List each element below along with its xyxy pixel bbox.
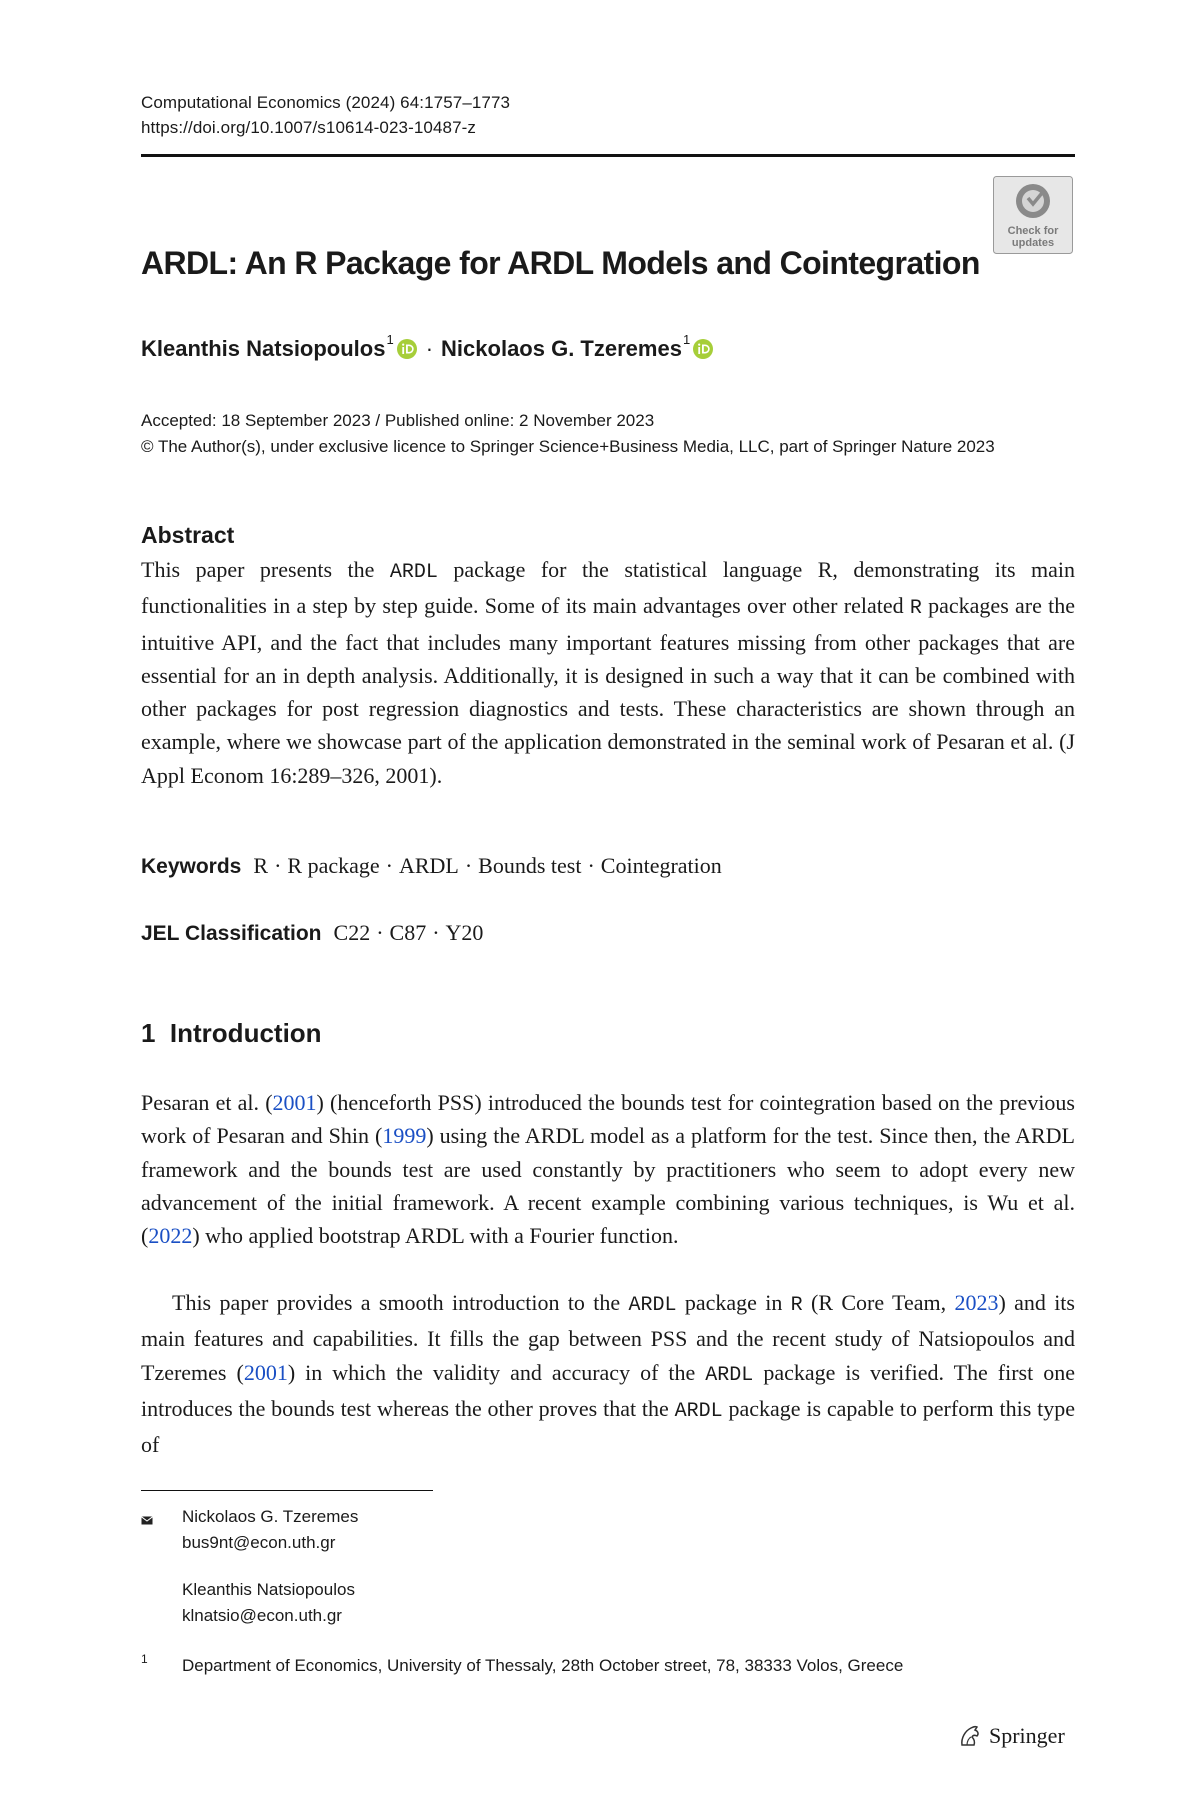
keyword: Bounds test xyxy=(478,853,582,878)
keyword: Cointegration xyxy=(600,853,722,878)
affiliation-mark: 1 xyxy=(141,1652,148,1666)
code-ardl: ARDL xyxy=(705,1363,754,1387)
author-affiliation-mark: 1 xyxy=(682,332,691,347)
springer-logo xyxy=(957,1723,1065,1749)
author-email[interactable]: bus9nt@econ.uth.gr xyxy=(182,1533,336,1552)
paper-title: ARDL: An R Package for ARDL Models and Cointegration xyxy=(141,245,980,281)
jel-code: C22 xyxy=(333,920,371,945)
abstract-text: This paper presents the ARDL package for the statistical language R, demonstrating its main functionalities in a step by step guide. Some of its main advantages over other related R packages are the intuitive API, and the fact that includes many important features missing from other packages that are essential for an in depth analysis. Additionally, it is designed in such a way that it can be combined with other packages for post regression diagnostics and tests. These characteristics are shown through an example, where we showcase part of the application demonstrated in the seminal work of Pesaran et al. (J Appl Econom 16:289–326, 2001). xyxy=(141,557,1076,788)
envelope-icon xyxy=(141,1516,153,1525)
keyword: R xyxy=(253,853,269,878)
keyword: R package xyxy=(287,853,380,878)
code-ardl: ARDL xyxy=(389,561,438,584)
corresponding-author-name: Nickolaos G. Tzeremes xyxy=(182,1507,359,1526)
check-for-updates-badge[interactable] xyxy=(993,176,1073,254)
doi-link[interactable]: https://doi.org/10.1007/s10614-023-10487-z xyxy=(141,118,476,137)
affiliation: Department of Economics, University of Thessaly, 28th October street, 78, 38333 Volos, Greece xyxy=(182,1656,904,1675)
code-ardl: ARDL xyxy=(674,1399,723,1423)
author-name[interactable]: Nickolaos G. Tzeremes xyxy=(441,336,682,361)
orcid-icon[interactable] xyxy=(692,338,714,360)
badge-label-1: Check for xyxy=(1007,225,1059,237)
orcid-icon[interactable] xyxy=(396,338,418,360)
section-number: 1 xyxy=(141,1018,156,1048)
section-title: Introduction xyxy=(169,1018,322,1048)
author-list xyxy=(141,332,714,362)
citation-link[interactable]: 1999 xyxy=(382,1123,427,1149)
coauthor-name: Kleanthis Natsiopoulos xyxy=(182,1580,355,1599)
jel-code: Y20 xyxy=(445,920,484,945)
body-paragraph: This paper provides a smooth introduction to the ARDL package in R (R Core Team, 2023) and its main features and capabilities. It fills the gap between PSS and the recent study of Natsiopoulos and Tzeremes (2001) in which the validity and accuracy of the ARDL package is verified. The first one introduces the bounds test whereas the other proves that the ARDL package is capable to perform this type of xyxy=(141,1290,1075,1458)
citation-link[interactable]: 2001 xyxy=(272,1090,317,1115)
abstract-heading: Abstract xyxy=(141,522,235,548)
jel-code: C87 xyxy=(389,920,427,945)
citation-link[interactable]: 2001 xyxy=(243,1359,288,1385)
keyword: ARDL xyxy=(398,853,459,878)
footnote-rule xyxy=(141,1490,433,1491)
citation-link[interactable]: 2023 xyxy=(954,1290,999,1315)
springer-horse-icon xyxy=(957,1723,983,1749)
header-rule xyxy=(141,154,1075,157)
publisher-name: Springer xyxy=(989,1723,1065,1748)
keywords: Keywords R · R package · ARDL · Bounds test · Cointegration xyxy=(141,853,722,878)
publication-dates: Accepted: 18 September 2023 / Published online: 2 November 2023 xyxy=(141,411,655,430)
code-ardl: ARDL xyxy=(628,1294,677,1317)
badge-label-2: updates xyxy=(1011,237,1055,249)
jel-label: JEL Classification xyxy=(141,922,322,945)
copyright-notice: © The Author(s), under exclusive licence to Springer Science+Business Media, LLC, part of Springer Nature 2023 xyxy=(141,437,995,456)
author-separator: · xyxy=(425,336,434,361)
keywords-label: Keywords xyxy=(141,855,242,878)
citation-link[interactable]: 2022 xyxy=(148,1223,193,1249)
journal-citation: Computational Economics (2024) 64:1757–1773 xyxy=(141,93,511,112)
code-r: R xyxy=(790,1294,803,1317)
body-paragraph: Pesaran et al. (2001) (henceforth PSS) introduced the bounds test for cointegration based on the previous work of Pesaran and Shin (1999) using the ARDL model as a platform for the test. Since then, the ARDL framework and the bounds test are used constantly by practitioners who seem to adopt every new advancement of the initial framework. A recent example combining various techniques, is Wu et al. (2022) who applied bootstrap ARDL with a Fourier function. xyxy=(141,1090,1076,1249)
code-r: R xyxy=(909,597,922,621)
section-heading xyxy=(141,1018,322,1049)
jel-classification: JEL Classification C22 · C87 · Y20 xyxy=(141,920,484,945)
author-affiliation-mark: 1 xyxy=(386,332,394,347)
author-name[interactable]: Kleanthis Natsiopoulos xyxy=(141,336,386,361)
author-email[interactable]: klnatsio@econ.uth.gr xyxy=(182,1606,342,1625)
